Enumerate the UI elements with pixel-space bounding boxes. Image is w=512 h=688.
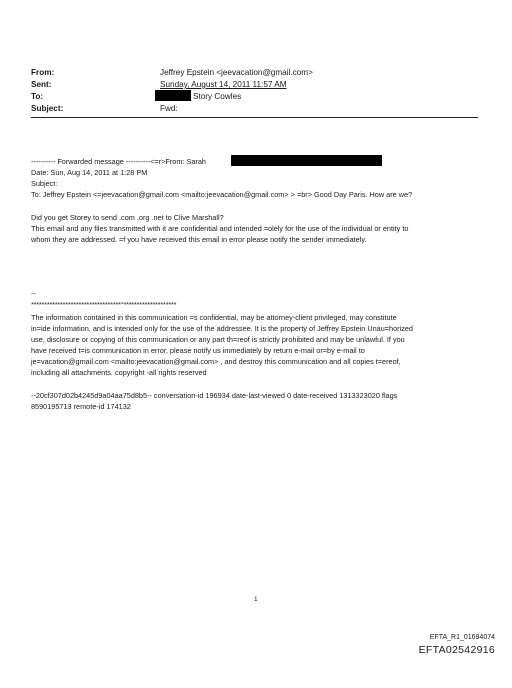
body-confidential-1: This email and any files transmitted with it are confidential and intended =olely for the use of the individual or entity to <box>31 224 409 233</box>
forward-to-line: To: Jeffrey Epstein <=jeevacation@gmail.com <mailto:jeevacation@gmail.com> > =br> Good Day Paris. How are we? <box>31 190 413 199</box>
redaction-bar <box>231 155 382 166</box>
signature-dashes: -- <box>31 289 36 298</box>
from-value: Jeffrey Epstein <jeevacation@gmail.com> <box>160 68 313 77</box>
bates-number-small: EFTA_R1_01694074 <box>429 634 495 641</box>
forward-date-line: Date: Sun, Aug 14, 2011 at 1:28 PM <box>31 168 148 177</box>
redaction-bar <box>155 90 191 101</box>
page-number: 1 <box>254 596 258 603</box>
sent-value: Sunday, August 14, 2011 11:57 AM <box>160 80 287 89</box>
metadata-line-2: 8590195713 remote-id 174132 <box>31 402 131 411</box>
to-label: To: <box>31 92 44 101</box>
header-divider <box>31 117 478 118</box>
forward-subject-line: Subject: <box>31 179 58 188</box>
disclaimer-line-3: use, disclosure or copying of this communication or any part th=reof is strictly prohibited and may be unlawful. If you <box>31 335 405 344</box>
to-value: Story Cowles <box>193 92 242 101</box>
metadata-line-1: --20cf307d02b4245d9a04aa75d8b5-- conversation-id 196934 date-last-viewed 0 date-received 1313323020 flags <box>31 391 398 400</box>
forward-from-line: ---------- Forwarded message ----------<=r>From: Sarah <box>31 157 206 166</box>
body-confidential-2: whom they are addressed. =f you have received this email in error please notify the sender immediately. <box>31 235 367 244</box>
bates-number-large: EFTA02542916 <box>418 644 495 656</box>
body-question: Did you get Storey to send .com .org .net to Clive Marshall? <box>31 213 224 222</box>
disclaimer-line-5: je=vacation@gmail.com <mailto:jeevacation@gmail.com> , and destroy this communication and all copies t=ereof, <box>31 357 401 366</box>
disclaimer-line-1: The information contained in this communication =s confidential, may be attorney-client privileged, may constitute <box>31 313 397 322</box>
sent-label: Sent: <box>31 80 52 89</box>
subject-value: Fwd: <box>160 104 178 113</box>
disclaimer-line-2: in=ide information, and is intended only for the use of the addressee. It is the property of Jeffrey Epstein Unau=horized <box>31 324 413 333</box>
subject-label: Subject: <box>31 104 64 113</box>
signature-stars: **********************************°******************** <box>31 300 177 309</box>
disclaimer-line-6: including all attachments. copyright -all rights reserved <box>31 368 207 377</box>
disclaimer-line-4: have received t=is communication in error, please notify us immediately by return e-mail or=by e-mail to <box>31 346 365 355</box>
from-label: From: <box>31 68 55 77</box>
